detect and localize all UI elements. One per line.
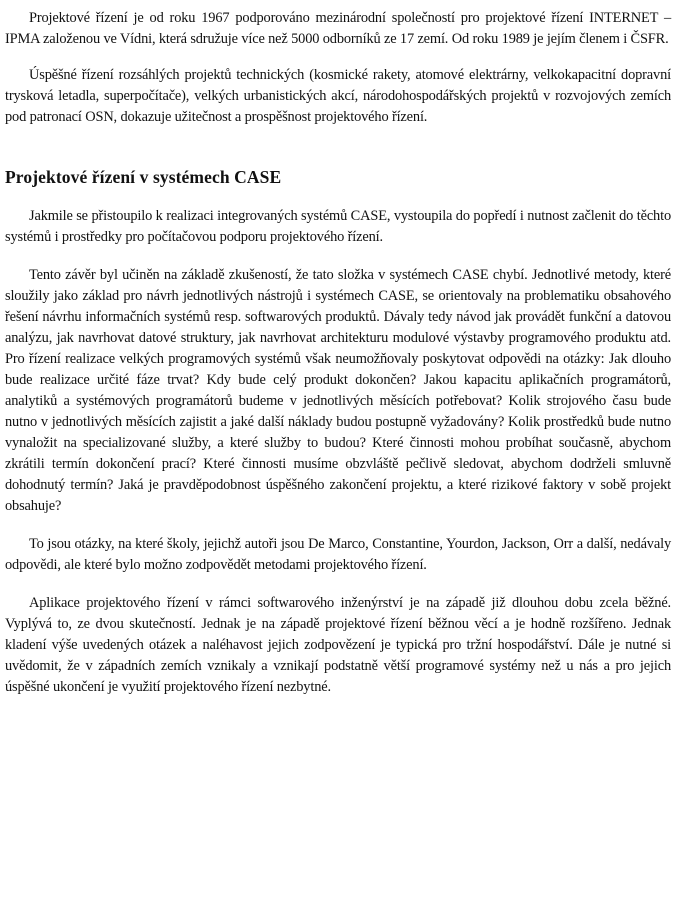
paragraph-case-integration: Jakmile se přistoupilo k realizaci integrovaných systémů CASE, vystoupila do popředí i nutnost začlenit do těchto systémů i prostředky pro počítačovou podporu projektového řízení.: [5, 208, 671, 245]
paragraph-schools: To jsou otázky, na které školy, jejichž autoři jsou De Marco, Constantine, Yourdon, Jackson, Orr a další, nedávaly odpovědi, ale které bylo možno zodpovědět metodami projektového řízení.: [5, 536, 671, 573]
document-page: [5, 8, 671, 698]
paragraph-questions: Tento závěr byl učiněn na základě zkušeností, že tato složka v systémech CASE chybí. Jednotlivé metody, které sloužily jako základ pro návrh jednotlivých nástrojů i systémech CASE, se orientovaly na problematiku obsahového řešení návrhu informačních systémů resp. softwarových produktů. Dávaly tedy návod jak provádět funkční a datovou analýzu, jak navrhovat datové struktury, jak navrhovat architekturu modulové výstavby programového produktu atd. Pro řízení realizace velkých programových systémů však neumožňovaly poskytovat odpovědi na otázky: Jak dlouho bude realizace určité fáze trvat? Kdy bude celý produkt dokončen? Jakou kapacitu aplikačních programátorů, analytiků a systémových programátorů budeme v jednotlivých měsících potřebovat? Kolik strojového času bude nutno v jednotlivých měsících zajistit a jaké další náklady budou postupně vyžadovány? Kolik prostředků bude nutno vynaložit na specializované služby, a které služby to budou? Které činnosti mohou probíhat současně, abychom zkrátili termín dokončení prací? Které činnosti musíme obzvláště pečlivě sledovat, abychom dodrželi smluvně dohodnutý termín? Jaká je pravděpodobnost úspěšného zakončení projektu, a které rizikové faktory v sobě projekt obsahuje?: [5, 267, 671, 514]
paragraph-western-practice: Aplikace projektového řízení v rámci softwarového inženýrství je na západě již dlouhou dobu zcela běžné. Vyplývá to, ze dvou skutečností. Jednak je na západě projektové řízení běžnou věcí a je hodně rozšířeno. Jednak kladení výše uvedených otázek a naléhavost jejich zodpovězení je typická pro tržní hospodářství. Dále je nutné si uvědomit, že v západních zemích vznikaly a vznikají podstatně větší programové systémy než u nás a pro jejich úspěšné ukončení je využití projektového řízení nezbytné.: [5, 595, 671, 695]
paragraph-large-projects: Úspěšné řízení rozsáhlých projektů technických (kosmické rakety, atomové elektrárny, velkokapacitní dopravní trysková letadla, superpočítače), velkých urbanistických akcí, národohospodářských projektů v rozvojových zemích pod patronací OSN, dokazuje užitečnost a prospěšnost projektového řízení.: [5, 67, 671, 125]
section-heading: Projektové řízení v systémech CASE: [5, 167, 282, 187]
paragraph-ipma-membership: Projektové řízení je od roku 1967 podporováno mezinárodní společností pro projektové řízení INTERNET – IPMA založenou ve Vídni, která sdružuje více než 5000 odborníků ze 17 zemí. Od roku 1989 je jejím členem i ČSFR.: [5, 10, 671, 47]
